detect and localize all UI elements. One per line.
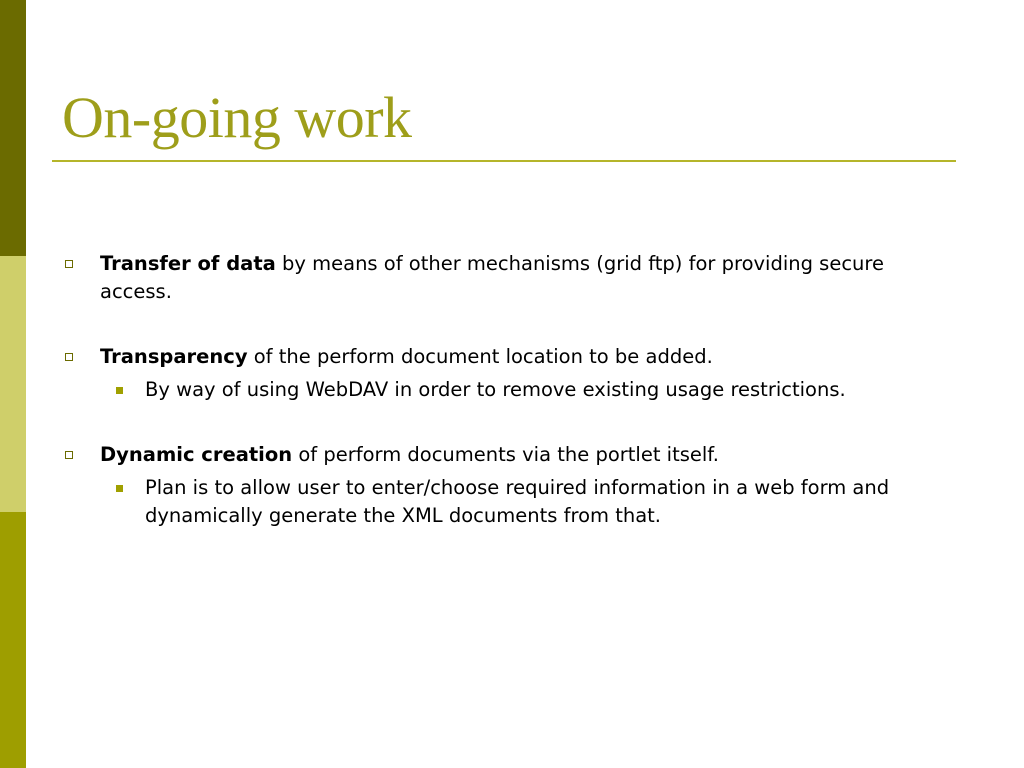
- sub-bullet-webdav: [62, 376, 952, 404]
- bullet-transfer-of-data: [62, 250, 952, 306]
- bullet-dynamic-creation: [62, 441, 952, 530]
- bullet-text: of the perform document location to be added.: [247, 345, 713, 368]
- side-bar-top-segment: [0, 0, 26, 256]
- sub-bullet-plan: [62, 474, 952, 530]
- filled-square-bullet-icon: [116, 485, 123, 492]
- bullet-transparency: [62, 343, 952, 404]
- bullet-text: of perform documents via the portlet itself.: [292, 443, 719, 466]
- side-bar-bottom-segment: [0, 512, 26, 768]
- slide-title: On-going work: [62, 85, 412, 150]
- bullet-lead: Transparency: [100, 345, 248, 368]
- hollow-square-bullet-icon: [65, 353, 73, 361]
- hollow-square-bullet-icon: [65, 451, 73, 459]
- bullet-lead: Transfer of data: [100, 252, 276, 275]
- slide-body: [62, 250, 952, 567]
- sub-bullet-text: Plan is to allow user to enter/choose required information in a web form and dynamically generate the XML documents from that.: [145, 476, 890, 527]
- bullet-lead: Dynamic creation: [100, 443, 293, 466]
- hollow-square-bullet-icon: [65, 260, 73, 268]
- bullet-text: by means of other mechanisms (grid ftp) for providing secure access.: [100, 252, 885, 303]
- filled-square-bullet-icon: [116, 387, 123, 394]
- side-accent-bar: [0, 0, 26, 768]
- sub-bullet-text: By way of using WebDAV in order to remove existing usage restrictions.: [145, 378, 846, 401]
- title-underline-rule: [52, 160, 956, 162]
- side-bar-middle-segment: [0, 256, 26, 512]
